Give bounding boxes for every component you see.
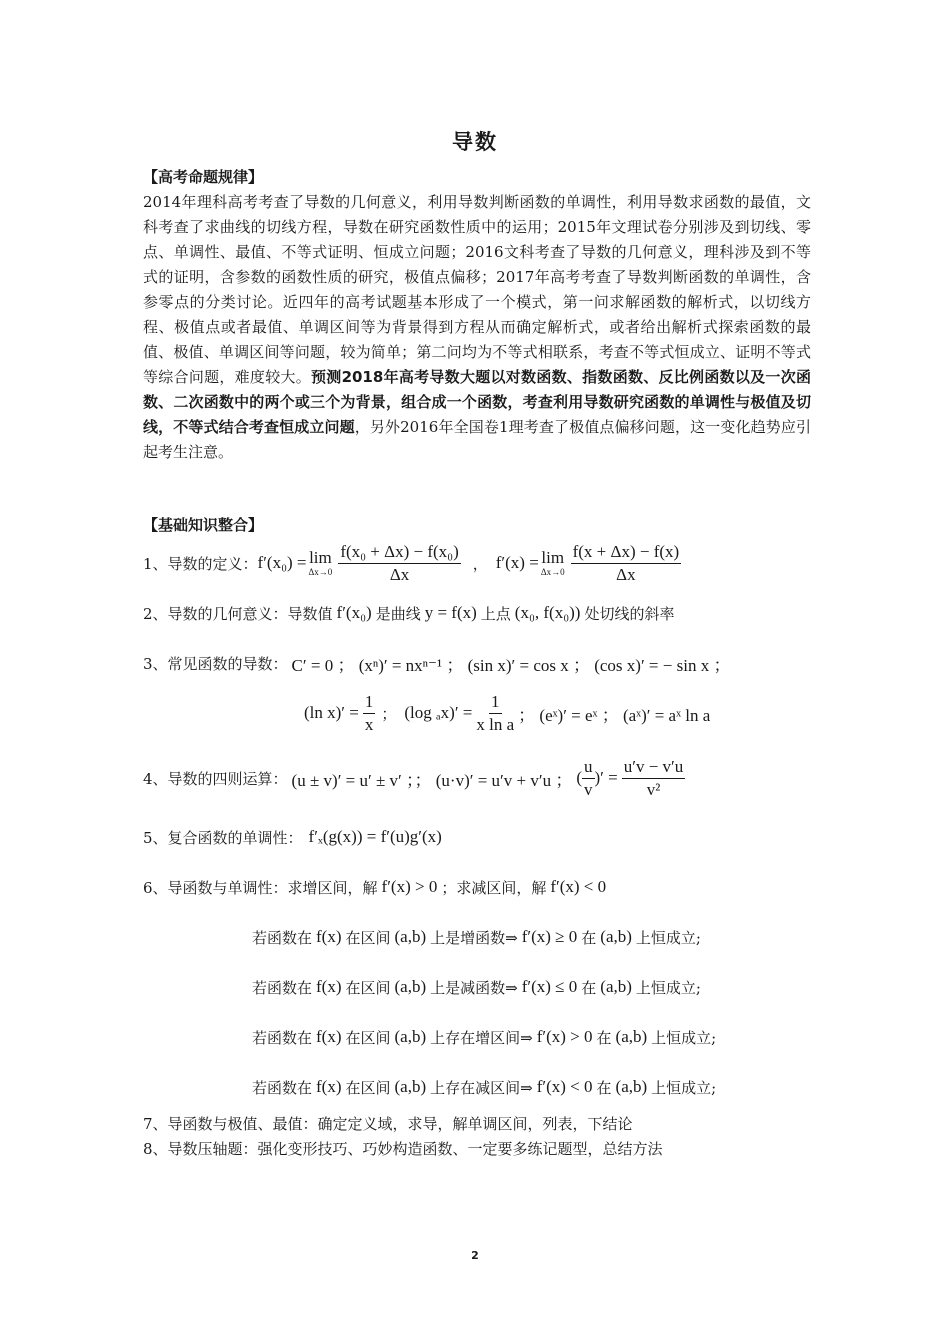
item1-fraction2: $\frac{f(x + \Delta x) - f(x)}{\Delta x}$	[572, 541, 680, 584]
monotonicity-rule-row: 若函数在 f(x) 在区间 (a,b) 上是增函数⇒ f′(x) ≥ 0 在 (a,b) 上恒成立;	[252, 927, 701, 947]
item4-formula1: (u ± v)′ = u′ ± v′ ；； (u·v)′ = u′v + v′u ；	[291, 770, 573, 790]
item2-label: 2、导数的几何意义：导数值	[143, 604, 333, 623]
paragraph-plain-text: 2014年理科高考考查了导数的几何意义，利用导数判断函数的单调性，利用导数求函数的最值，文科考查了求曲线的切线方程，导数在研究函数性质中的运用；2015年文理试卷分别涉及到切线、零点、单调性、最值、不等式证明、恒成立问题；2016文科考查了导数的几何意义，理科涉及到不等式的证明，含参数的函数性质的研究，极值点偏移；2017年高考考查了导数判断函数的单调性，含参零点的分类讨论。近四年的高考试题基本形成了一个模式，第一问求解函数的解析式，以切线方程、极值点或者最值、单调区间等为背景得到方程从而确定解析式，或者给出解析式探索函数的最值、极值、单调区间等问题，较为简单；第二问均为不等式相联系，考查不等式恒成立、证明不等式等综合问题，难度较大。	[143, 193, 811, 386]
item3-ln-lhs: (ln x)′ =	[304, 703, 359, 722]
item1-lhs2: f′(x) =	[495, 553, 539, 572]
section-heading-basic-knowledge: 【基础知识整合】	[143, 516, 264, 534]
item3-log-lhs: (log ₐx)′ =	[404, 703, 473, 722]
item-extrema: 7、导函数与极值、最值：确定定义域，求导，解单调区间，列表，下结论	[143, 1114, 633, 1133]
item6-formula2: f′(x) < 0	[550, 877, 607, 896]
item1-fraction1: $\frac{\text{f(x₀ + Δx) − f(x₀)}}{\Delta x}$	[340, 541, 459, 584]
item-composite-monotonicity	[143, 817, 442, 857]
item4-result-fraction: $\frac{u'v - v'u}{\text{v²}}$	[623, 756, 684, 799]
item5-formula: f′ₓ(g(x)) = f′(u)g′(x)	[308, 827, 442, 846]
item5-label: 5、复合函数的单调性：	[143, 828, 303, 847]
item3-rest: ； (eˣ)′ = eˣ ； (aˣ)′ = aˣ ln a	[518, 705, 711, 725]
page-title: 导数	[452, 130, 498, 154]
item1-separator: ，	[472, 554, 488, 573]
item4-quotient: $\frac{u}{v}$	[584, 756, 593, 799]
item2-formula2: y = f(x)	[424, 603, 477, 622]
item2-text4: 处切线的斜率	[584, 604, 675, 623]
item1-limit2: lim Δx→0	[540, 548, 565, 577]
paragraph-bold-text: 预测2018年高考导数大题以对数函数、指数函数、反比例函数以及一次函数、二次函数中的两个或三个为背景，组合成一个函数，考查利用导数研究函数的单调性与极值及切线，不等式结合考查恒成立问题	[143, 368, 811, 436]
item2-formula3: (x₀, f(x₀))	[514, 603, 581, 622]
item3-label: 3、常见函数的导数：	[143, 654, 288, 673]
item6-formula1: f′(x) > 0	[381, 877, 438, 896]
item1-lhs1: f′(x₀) =	[257, 553, 307, 572]
monotonicity-rule-row: 若函数在 f(x) 在区间 (a,b) 上存在减区间⇒ f′(x) < 0 在 (a,b) 上恒成立;	[252, 1077, 717, 1097]
item3-ln-fraction: $\frac{1}{x}$	[364, 691, 374, 734]
item-arithmetic-rules	[143, 755, 689, 801]
item-monotonicity	[143, 867, 610, 907]
item6-label: 6、导函数与单调性：求增区间，解	[143, 878, 378, 897]
item3-semicolon: ；	[381, 704, 397, 723]
exam-patterns-paragraph	[143, 190, 811, 465]
item1-label: 1、导数的定义：	[143, 554, 258, 573]
item4-quotient-equals: )′ =	[594, 768, 618, 787]
item1-limit1: lim Δx→0	[308, 548, 333, 577]
item4-open-paren: (	[576, 768, 583, 787]
monotonicity-rule-row: 若函数在 f(x) 在区间 (a,b) 上是减函数⇒ f′(x) ≤ 0 在 (a,b) 上恒成立;	[252, 977, 701, 997]
item3-row1: C′ = 0 ； (xⁿ)′ = nxⁿ⁻¹ ； (sin x)′ = cos x ； (cos x)′ = − sin x ；	[291, 655, 731, 675]
item-final-problems: 8、导数压轴题：强化变形技巧、巧妙构造函数、一定要多练记题型，总结方法	[143, 1139, 663, 1158]
item-geometric-meaning	[143, 593, 674, 633]
item3-row2	[304, 690, 710, 736]
item3-log-fraction: $\frac{1}{\text{x ln a}}$	[476, 691, 515, 734]
item2-text3: 上点	[480, 604, 511, 623]
page-number: 2	[471, 1249, 479, 1262]
monotonicity-rule-row: 若函数在 f(x) 在区间 (a,b) 上存在增区间⇒ f′(x) > 0 在 (a,b) 上恒成立;	[252, 1027, 717, 1047]
paragraph-tail-text: ，另外2016年全国卷1理考查了极值点偏移问题，这一变化趋势应引起考生注意。	[143, 418, 811, 461]
item4-label: 4、导数的四则运算：	[143, 769, 288, 788]
section-heading-exam-patterns: 【高考命题规律】	[143, 168, 264, 186]
item-derivative-definition	[143, 543, 685, 583]
item6-text2: ；求减区间，解	[441, 878, 547, 897]
item-common-derivatives	[143, 643, 730, 683]
item2-text2: 是曲线	[375, 604, 421, 623]
item2-formula1: f′(x₀)	[336, 603, 372, 622]
